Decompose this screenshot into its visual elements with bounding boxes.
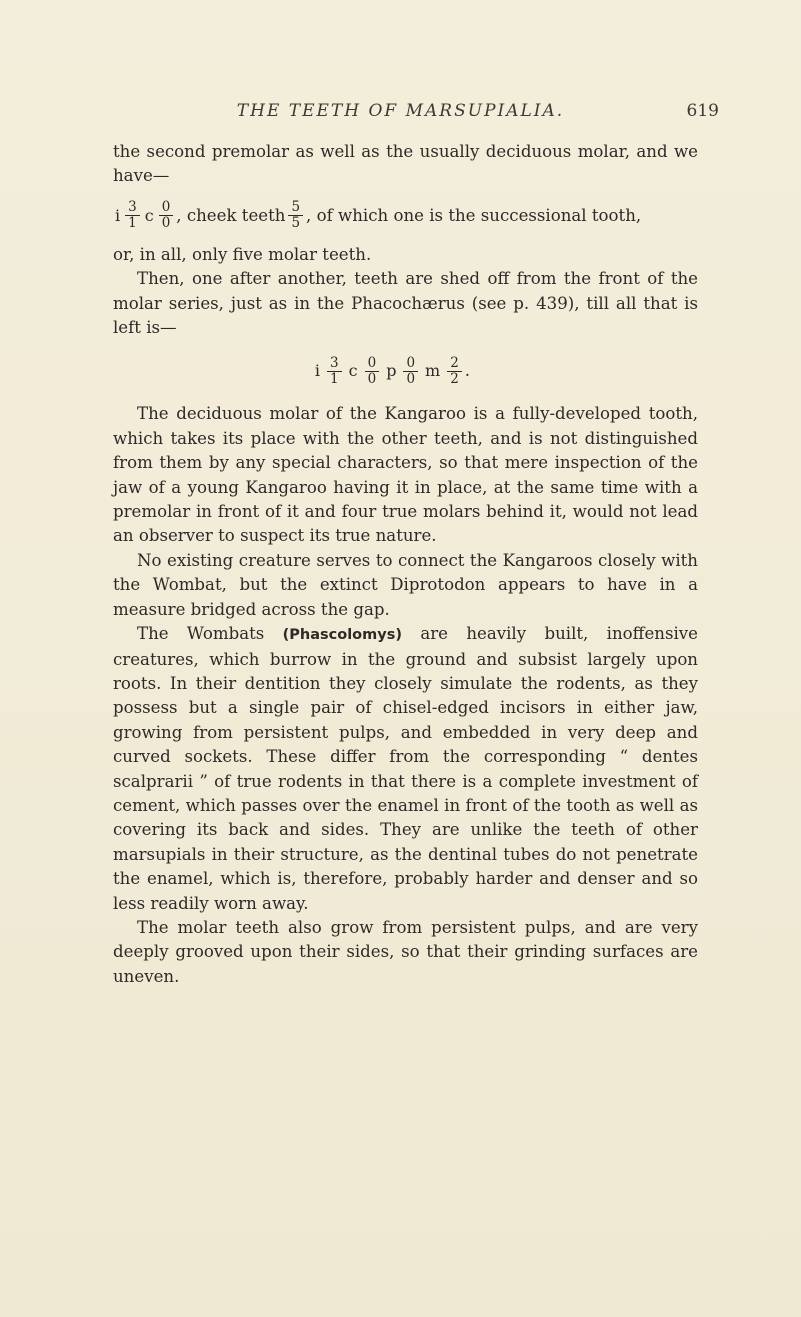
fraction-numerator: 5 — [288, 200, 303, 216]
fraction-numerator: 3 — [327, 356, 342, 372]
paragraph-6 — [113, 622, 698, 916]
formula-m-label: m — [425, 361, 441, 381]
fraction-numerator: 2 — [447, 356, 462, 372]
paragraph-5: No existing creature serves to connect the Kangaroos closely with the Wombat, but the extinct Diprotodon appears to have in a measure bridged across the gap. — [113, 550, 698, 619]
formula-p-label: p — [386, 361, 397, 381]
formula-canine-fraction — [159, 200, 174, 231]
fraction-denominator: 2 — [450, 370, 459, 387]
formula-i-label: i — [314, 361, 321, 381]
dental-formula-2 — [113, 340, 698, 402]
paragraph-4: The deciduous molar of the Kangaroo is a fully-developed tooth, which takes its place with the other teeth, and is not distinguished from them by any special characters, so that mere inspection of the jaw of a young Kangaroo having it in place, at the same time with a premolar in front of it and four true molars behind it, would not lead an observer to suspect its true nature. — [113, 404, 698, 546]
fraction-numerator: 0 — [159, 200, 174, 216]
genus-name: (Phascolomys) — [282, 627, 402, 644]
fraction-denominator: 1 — [128, 215, 137, 232]
formula-p-fraction — [403, 356, 418, 387]
fraction-denominator: 0 — [161, 215, 171, 232]
paragraph-3: Then, one after another, teeth are shed off from the front of the molar series, just as in the Phacochærus (see p. 439), till all that is left is— — [113, 269, 698, 338]
fraction-numerator: 0 — [403, 356, 418, 372]
paragraph-7: The molar teeth also grow from persistent pulps, and are very deeply grooved upon their sides, so that their grinding surfaces are uneven. — [113, 917, 698, 986]
formula-cheek-label: , cheek teeth — [176, 205, 286, 225]
dental-formula-1 — [113, 189, 698, 243]
formula-cheek-fraction — [288, 200, 303, 231]
fraction-denominator: 0 — [367, 370, 377, 387]
paragraph-6-rest: are heavily built, inoffensive creatures, which burrow in the ground and subsist largely upon roots. In their dentition they closely simulate the rodents, as they possess but a single pair of chisel-edged incisors in either jaw, growing from persistent pulps, and embedded in very deep and curved sockets. These differ from the corresponding “ dentes scalprarii ” of true rodents in that there is a complete investment of cement, which passes over the enamel in front of the tooth as well as covering its back and sides. They are unlike the teeth of other marsupials in their structure, as the dentinal tubes do not penetrate the enamel, which is, therefore, probably harder and denser and so less readily worn away. — [113, 624, 698, 913]
fraction-denominator: 1 — [330, 370, 339, 387]
paragraph-2: or, in all, only five molar teeth. — [113, 244, 372, 264]
body-text — [113, 140, 698, 989]
formula-c-label: c — [348, 361, 358, 381]
running-head: THE TEETH OF MARSUPIALIA. — [236, 101, 565, 121]
page-header — [0, 101, 801, 131]
formula-tail: , of which one is the successional tooth, — [306, 205, 642, 225]
page-number: 619 — [686, 101, 719, 121]
formula-end: . — [464, 361, 471, 381]
fraction-numerator: 0 — [365, 356, 380, 372]
formula-m-fraction — [447, 356, 462, 387]
paragraph-6-start: The Wombats — [137, 624, 283, 644]
fraction-numerator: 3 — [125, 200, 140, 216]
paragraph-1: the second premolar as well as the usually deciduous molar, and we have— — [113, 142, 698, 186]
fraction-denominator: 5 — [291, 215, 301, 232]
formula-canine-label: c — [144, 205, 154, 225]
formula-c-fraction — [365, 356, 380, 387]
formula-i-fraction — [327, 356, 342, 387]
formula-incisor-label: i — [115, 205, 121, 225]
fraction-denominator: 0 — [406, 370, 416, 387]
formula-incisor-fraction — [125, 200, 140, 231]
